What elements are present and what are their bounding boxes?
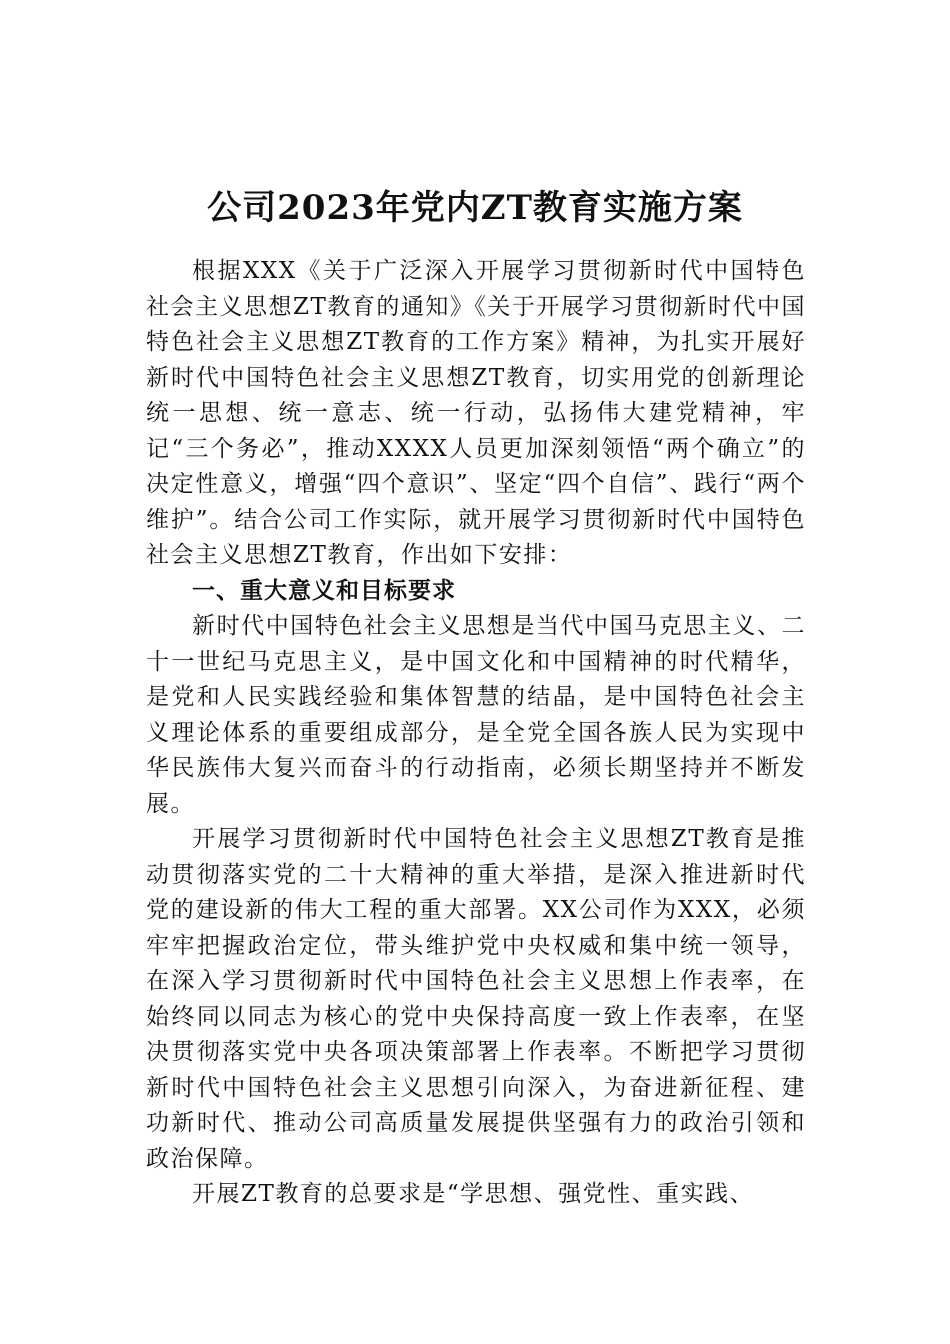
document-body	[146, 254, 806, 1213]
section-paragraph-2: 开展学习贯彻新时代中国特色社会主义思想ZT教育是推动贯彻落实党的二十大精神的重大举措，是深入推进新时代党的建设新的伟大工程的重大部署。XX公司作为XXX，必须牢牢把握政治定位，带头维护党中央权威和集中统一领导，在深入学习贯彻新时代中国特色社会主义思想上作表率，在始终同以同志为核心的党中央保持高度一致上作表率，在坚决贯彻落实党中央各项决策部署上作表率。不断把学习贯彻新时代中国特色社会主义思想引向深入，为奋进新征程、建功新时代、推动公司高质量发展提供坚强有力的政治引领和政治保障。	[146, 826, 806, 1172]
section-paragraph-3: 开展ZT教育的总要求是“学思想、强党性、重实践、	[192, 1181, 755, 1207]
intro-paragraph: 根据XXX《关于广泛深入开展学习贯彻新时代中国特色社会主义思想ZT教育的通知》《关于开展学习贯彻新时代中国特色社会主义思想ZT教育的工作方案》精神，为扎实开展好新时代中国特色社会主义思想ZT教育，切实用党的创新理论统一思想、统一意志、统一行动，弘扬伟大建党精神，牢记“三个务必”，推动XXXX人员更加深刻领悟“两个确立”的决定性意义，增强“四个意识”、坚定“四个自信”、践行“两个维护”。结合公司工作实际，就开展学习贯彻新时代中国特色社会主义思想ZT教育，作出如下安排：	[146, 258, 806, 568]
document-title: 公司2023年党内ZT教育实施方案	[207, 187, 743, 228]
section-heading: 一、重大意义和目标要求	[192, 577, 456, 604]
section-paragraph-1: 新时代中国特色社会主义思想是当代中国马克思主义、二十一世纪马克思主义，是中国文化和中国精神的时代精华，是党和人民实践经验和集体智慧的结晶，是中国特色社会主义理论体系的重要组成部分，是全党全国各族人民为实现中华民族伟大复兴而奋斗的行动指南，必须长期坚持并不断发展。	[146, 613, 806, 817]
